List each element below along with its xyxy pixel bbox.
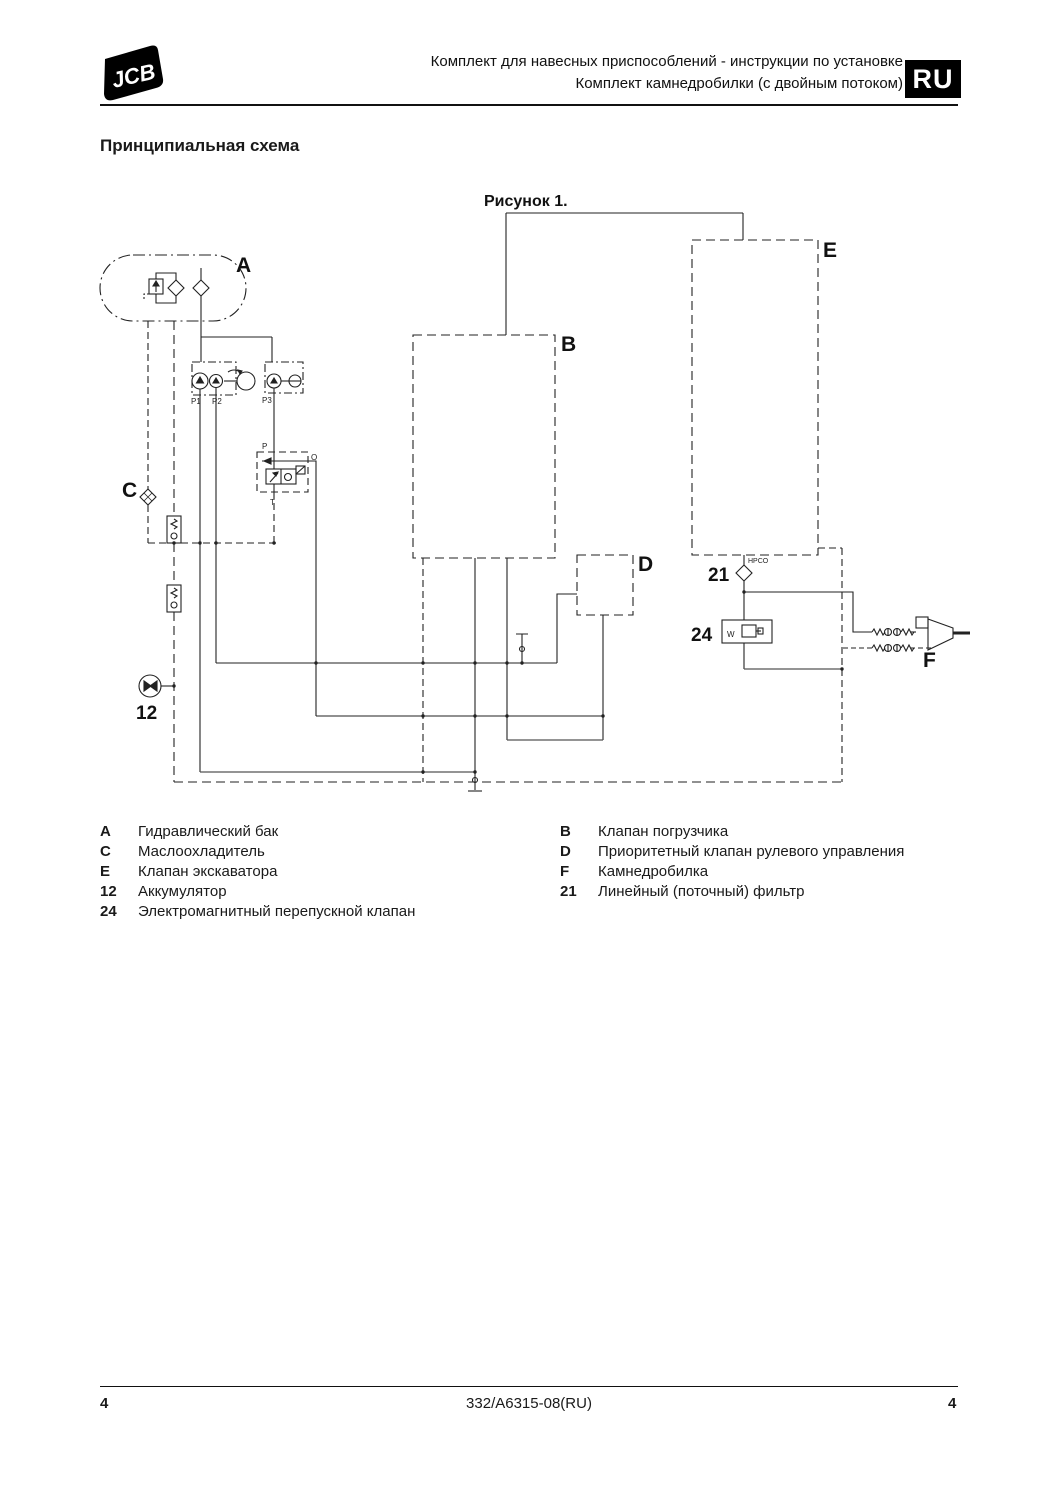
legend-key: C [100,843,111,860]
valve-w-label: W [727,630,735,639]
pilot-valve-internals [266,466,305,484]
crusher-icon [928,619,953,650]
legend-item [560,822,728,842]
language-badge: RU [905,60,961,98]
footer-page-number-left: 4 [100,1395,109,1412]
footer-divider [100,1386,958,1387]
pump-group [192,370,301,390]
legend-key: 12 [100,883,117,900]
loader-valve-box [413,335,555,558]
port-t-label: T [270,498,275,507]
legend-label: Аккумулятор [138,883,227,900]
port-o-label: O [311,453,318,462]
legend-label: Гидравлический бак [138,823,279,840]
accumulator-symbol [139,675,174,697]
port-hpco-label: HPCO [748,558,769,565]
jcb-logo-text: JCB [109,58,158,93]
legend-key: D [560,843,571,860]
legend-key: F [560,863,570,880]
port-p3-label: P3 [262,396,272,405]
legend-label: Клапан экскаватора [138,863,278,880]
header-line2: Комплект камнедробилки (с двойным потоком) [575,75,903,92]
legend-item [560,842,904,862]
legend-item [100,882,227,902]
legend-label: Электромагнитный перепускной клапан [138,903,416,920]
callout-21: 21 [708,565,730,586]
callout-c: C [122,479,138,502]
legend-key: 21 [560,883,577,900]
legend-item [560,882,804,902]
page-title: Принципиальная схема [100,136,300,155]
legend-label: Клапан погрузчика [598,823,729,840]
tank-outline [100,255,246,321]
legend-item [560,862,708,882]
legend-item [100,822,278,842]
cooler-symbol [140,489,156,505]
port-p-label: P [262,442,268,451]
legend-key: 24 [100,903,117,920]
callout-a: A [236,254,252,277]
legend-label: Линейный (поточный) фильтр [598,883,805,900]
crusher-port-block [916,617,928,628]
legend-label: Приоритетный клапан рулевого управления [598,843,905,860]
callout-b: B [561,333,577,356]
tank-internals [144,268,209,303]
priority-valve-box [577,555,633,615]
legend-key: A [100,823,111,840]
return-filter-icon [168,280,184,296]
legend-label: Камнедробилка [598,863,709,880]
legend-item [100,902,415,922]
callout-f: F [923,649,936,672]
callout-24: 24 [691,625,713,646]
figure-caption: Рисунок 1. [484,193,568,210]
crusher-group [872,617,970,652]
footer-page-number-right: 4 [948,1395,957,1412]
callout-e: E [823,239,838,262]
footer-doc-code: 332/A6315-08(RU) [466,1395,592,1412]
port-p1-label: P1 [191,397,201,406]
pilot-drain-lines [148,321,932,782]
motor-icon [237,372,255,390]
coupling-spring-icon [872,629,885,635]
legend-key: B [560,823,571,840]
component-boxes [100,240,818,615]
legend-item [100,842,265,862]
suction-filter-icon [193,280,209,296]
legend-item [100,862,277,882]
test-point [516,634,528,663]
pilot-valve-box [257,452,308,492]
callout-d: D [638,553,654,576]
legend-label: Маслоохладитель [138,843,265,860]
excavator-valve-box [692,240,818,555]
return-lines-gray [200,669,842,772]
header-line1: Комплект для навесных приспособлений - инструкции по установке [430,53,903,70]
legend-key: E [100,863,111,880]
junction-dots [172,541,843,773]
pump-box-2 [265,362,303,393]
inline-filter-icon [736,565,752,581]
callout-12: 12 [136,703,158,724]
port-p2-label: P2 [212,397,222,406]
